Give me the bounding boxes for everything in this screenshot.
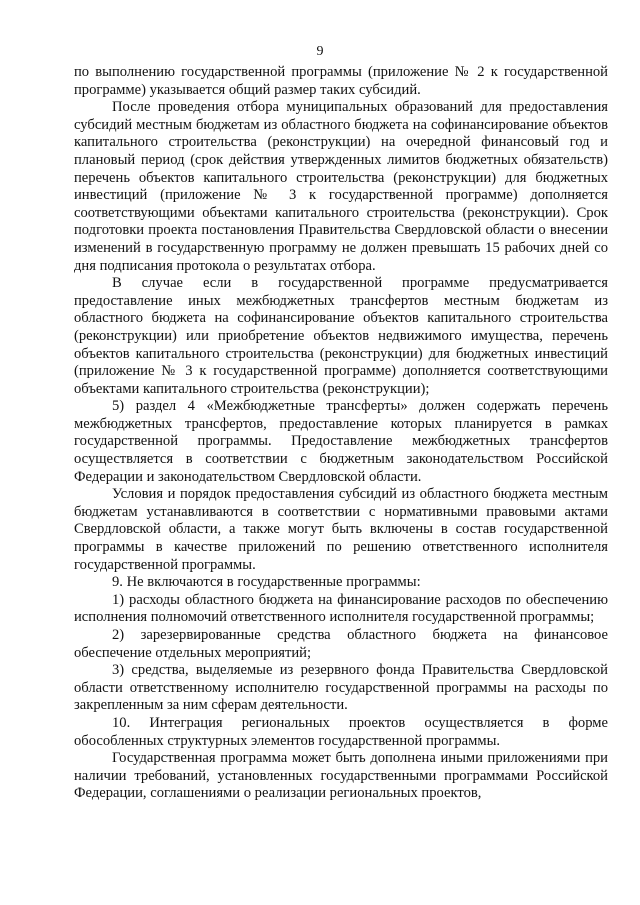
paragraph-other-transfers: В случае если в государственной программе предусматривается предоставление иных межбюджетных трансфертов местным бюджетам из областного бюджета на софинансирование объектов капитального строительства (реконструкции) или приобретение объектов недвижимого имущества, перечень объектов капитального строительства (реконструкции) для бюджетных инвестиций (приложение № 3 к государственной программе) дополняется соответствующими объектами капитального строительства (реконструкции); <box>74 275 608 397</box>
paragraph-section-4: 5) раздел 4 «Межбюджетные трансферты» должен содержать перечень межбюджетных трансфертов, предоставление которых планируется в рамках государственной программы. Предоставление межбюджетных трансфертов осуществляется в соответствии с бюджетным законодательством Российской Федерации и законодательством Свердловской области. <box>74 398 608 485</box>
paragraph-continuation: по выполнению государственной программы (приложение № 2 к государственной программе) указывается общий размер таких субсидий. <box>74 64 608 98</box>
paragraph-selection-results: После проведения отбора муниципальных образований для предоставления субсидий местным бюджетам из областного бюджета на софинансирование объектов капитального строительства (реконструкции) на очередной финансовый год и плановый период (срок действия утвержденных лимитов бюджетных обязательств) перечень объектов капитального строительства (реконструкции) для бюджетных инвестиций (приложение № 3 к государственной программе) дополняется соответствующими объектами капитального строительства (реконструкции). Срок подготовки проекта постановления Правительства Свердловской области о внесении изменений в государственную программу не должен превышать 15 рабочих дней со дня подписания протокола о результатах отбора. <box>74 99 608 274</box>
paragraph-item-10: 10. Интеграция региональных проектов осуществляется в форме обособленных структурных элементов государственной программы. <box>74 714 608 749</box>
paragraph-item-9: 9. Не включаются в государственные программы: <box>112 574 421 591</box>
paragraph-item-9-3: 3) средства, выделяемые из резервного фонда Правительства Свердловской области ответственному исполнителю государственной программы на расходы по закрепленным за ним сферам деятельности. <box>74 662 608 714</box>
paragraph-item-9-1: 1) расходы областного бюджета на финансирование расходов по обеспечению исполнения полномочий ответственного исполнителя государственной программы; <box>74 591 608 626</box>
paragraph-subsidy-conditions: Условия и порядок предоставления субсидий из областного бюджета местным бюджетам устанавливаются в соответствии с нормативными правовыми актами Свердловской области, а также могут быть включены в состав государственной программы в качестве приложений по решению ответственного исполнителя государственной программы. <box>74 486 608 573</box>
paragraph-additional-appendices: Государственная программа может быть дополнена иными приложениями при наличии требований, установленных государственными программами Российской Федерации, соглашениями о реализации региональных проектов, <box>74 750 608 802</box>
page-number: 9 <box>316 44 324 59</box>
paragraph-item-9-2: 2) зарезервированные средства областного бюджета на финансовое обеспечение отдельных мероприятий; <box>74 627 608 661</box>
document-body <box>74 64 608 803</box>
